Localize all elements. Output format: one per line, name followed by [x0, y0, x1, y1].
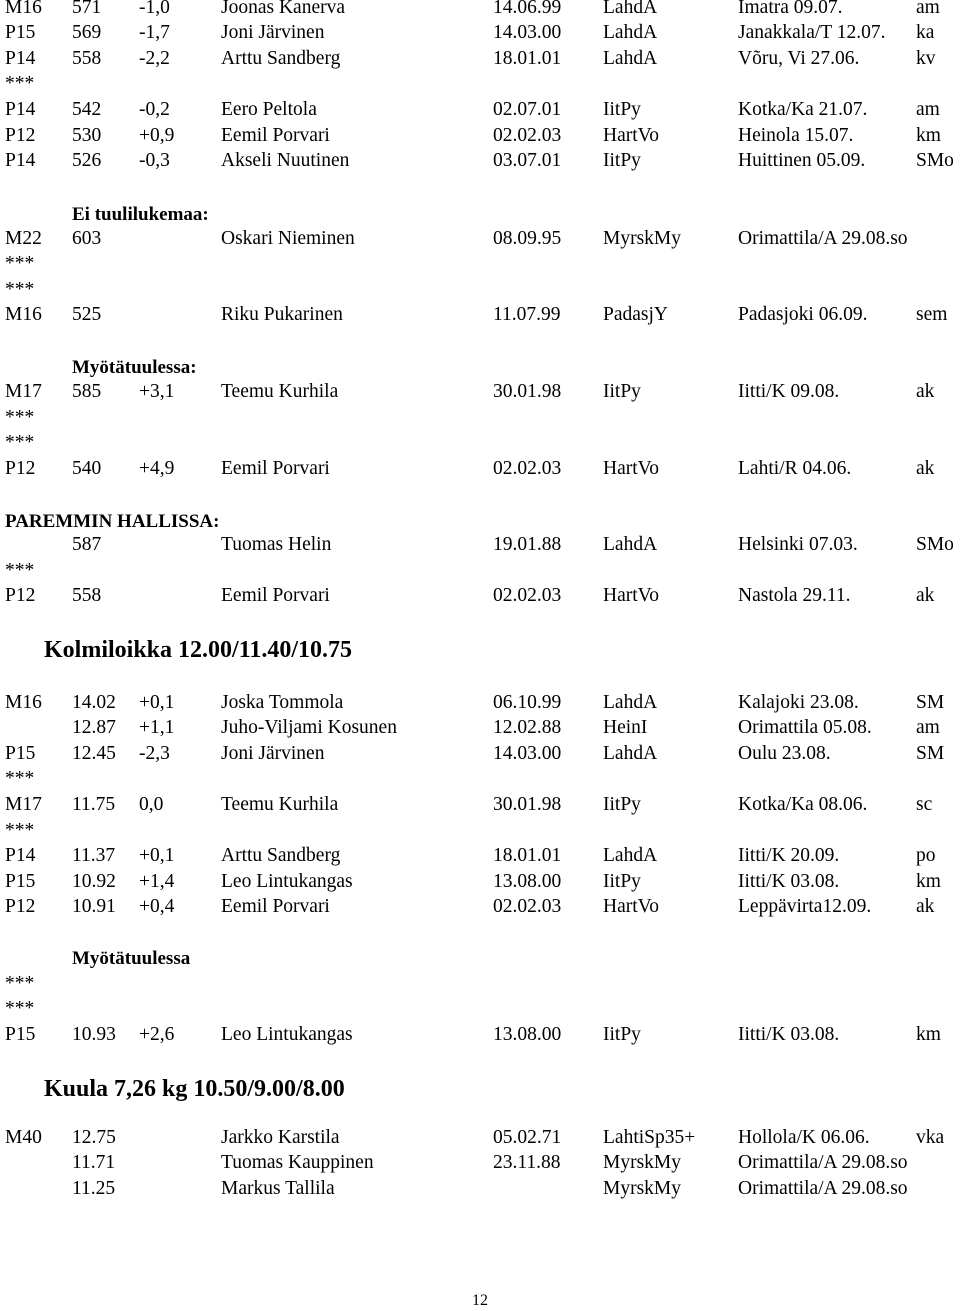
result-row — [0, 583, 960, 609]
cell-wind: +1,4 — [139, 871, 175, 892]
cell-class: M40 — [5, 1127, 42, 1148]
cell-venue-date: Iitti/K 20.09. — [738, 845, 840, 866]
cell-result: 12.87 — [72, 717, 116, 738]
cell-class: P15 — [5, 22, 36, 43]
cell-birthdate: 02.02.03 — [493, 896, 562, 917]
cell-venue-date: Kotka/Ka 08.06. — [738, 794, 868, 815]
cell-club: MyrskMy — [603, 1178, 682, 1199]
cell-class: *** — [5, 820, 35, 841]
cell-class: M17 — [5, 381, 42, 402]
cell-venue-date: Heinola 15.07. — [738, 125, 854, 146]
cell-class: M16 — [5, 692, 42, 713]
result-row — [0, 277, 960, 303]
cell-club: IitPy — [603, 99, 641, 120]
cell-club: IitPy — [603, 381, 641, 402]
cell-competition: km — [916, 871, 941, 892]
cell-name: Riku Pukarinen — [221, 304, 343, 325]
cell-class: *** — [5, 432, 35, 453]
cell-name: Akseli Nuutinen — [221, 150, 350, 171]
result-row — [0, 148, 960, 174]
result-row — [0, 690, 960, 716]
result-row — [0, 430, 960, 456]
cell-birthdate: 23.11.88 — [493, 1152, 561, 1173]
cell-competition: SM — [916, 692, 945, 713]
cell-name: Joni Järvinen — [221, 743, 325, 764]
cell-name: Jarkko Karstila — [221, 1127, 340, 1148]
cell-name: Tuomas Helin — [221, 534, 332, 555]
cell-birthdate: 03.07.01 — [493, 150, 562, 171]
cell-birthdate: 13.08.00 — [493, 1024, 562, 1045]
cell-wind: -2,2 — [139, 48, 170, 69]
cell-club: LahdA — [603, 534, 658, 555]
cell-club: IitPy — [603, 871, 641, 892]
result-row — [0, 379, 960, 405]
cell-class: P12 — [5, 585, 36, 606]
cell-competition: po — [916, 845, 936, 866]
cell-name: Oskari Nieminen — [221, 228, 355, 249]
cell-birthdate: 30.01.98 — [493, 381, 562, 402]
section-heading-triple-jump: Kolmiloikka 12.00/11.40/10.75 — [44, 637, 353, 663]
cell-class: M17 — [5, 794, 42, 815]
cell-birthdate: 18.01.01 — [493, 845, 562, 866]
cell-venue-date: Padasjoki 06.09. — [738, 304, 868, 325]
cell-class: *** — [5, 768, 35, 789]
cell-competition: km — [916, 125, 941, 146]
cell-competition: sem — [916, 304, 948, 325]
cell-venue-date: Orimattila/A 29.08.so — [738, 228, 908, 249]
subheading-tailwind: Myötätuulessa: — [72, 357, 197, 378]
cell-club: HeinI — [603, 717, 648, 738]
cell-competition: SMo — [916, 150, 954, 171]
cell-wind: -1,7 — [139, 22, 170, 43]
cell-club: HartVo — [603, 585, 659, 606]
cell-venue-date: Leppävirta12.09. — [738, 896, 872, 917]
cell-competition: ak — [916, 458, 935, 479]
cell-result: 10.92 — [72, 871, 116, 892]
cell-club: IitPy — [603, 150, 641, 171]
cell-birthdate: 05.02.71 — [493, 1127, 562, 1148]
cell-club: PadasjY — [603, 304, 668, 325]
result-row — [0, 20, 960, 46]
cell-club: HartVo — [603, 125, 659, 146]
cell-wind: +3,1 — [139, 381, 175, 402]
result-row — [0, 843, 960, 869]
cell-name: Eero Peltola — [221, 99, 317, 120]
cell-result: 587 — [72, 534, 102, 555]
cell-name: Eemil Porvari — [221, 896, 330, 917]
cell-class: P15 — [5, 871, 36, 892]
cell-result: 12.45 — [72, 743, 116, 764]
cell-class: *** — [5, 407, 35, 428]
cell-competition: vka — [916, 1127, 945, 1148]
result-row — [0, 715, 960, 741]
cell-class: P15 — [5, 743, 36, 764]
cell-result: 10.93 — [72, 1024, 116, 1045]
cell-birthdate: 06.10.99 — [493, 692, 562, 713]
result-row — [0, 766, 960, 792]
cell-name: Tuomas Kauppinen — [221, 1152, 374, 1173]
cell-venue-date: Nastola 29.11. — [738, 585, 851, 606]
result-row — [0, 123, 960, 149]
cell-class: *** — [5, 73, 35, 94]
cell-result: 10.91 — [72, 896, 116, 917]
cell-venue-date: Iitti/K 03.08. — [738, 871, 840, 892]
cell-wind: 0,0 — [139, 794, 164, 815]
result-row — [0, 1125, 960, 1151]
cell-birthdate: 12.02.88 — [493, 717, 562, 738]
cell-venue-date: Imatra 09.07. — [738, 0, 843, 18]
cell-class: P12 — [5, 125, 36, 146]
result-row — [0, 971, 960, 997]
result-row — [0, 894, 960, 920]
cell-birthdate: 14.03.00 — [493, 22, 562, 43]
cell-birthdate: 30.01.98 — [493, 794, 562, 815]
cell-club: LahdA — [603, 845, 658, 866]
cell-name: Arttu Sandberg — [221, 845, 341, 866]
cell-venue-date: Iitti/K 03.08. — [738, 1024, 840, 1045]
cell-class: P12 — [5, 896, 36, 917]
result-row — [0, 1150, 960, 1176]
cell-class: P14 — [5, 99, 36, 120]
result-row — [0, 226, 960, 252]
cell-result: 11.25 — [72, 1178, 116, 1199]
cell-name: Eemil Porvari — [221, 125, 330, 146]
cell-competition: ak — [916, 381, 935, 402]
cell-wind: +0,9 — [139, 125, 175, 146]
cell-name: Eemil Porvari — [221, 458, 330, 479]
cell-competition: sc — [916, 794, 933, 815]
cell-result: 11.75 — [72, 794, 116, 815]
result-row — [0, 97, 960, 123]
cell-class: P14 — [5, 845, 36, 866]
cell-result: 571 — [72, 0, 102, 18]
cell-class: P15 — [5, 1024, 36, 1045]
cell-venue-date: Lahti/R 04.06. — [738, 458, 852, 479]
cell-class: *** — [5, 253, 35, 274]
cell-class: M22 — [5, 228, 42, 249]
cell-venue-date: Kotka/Ka 21.07. — [738, 99, 868, 120]
result-row — [0, 869, 960, 895]
cell-club: MyrskMy — [603, 1152, 682, 1173]
cell-venue-date: Janakkala/T 12.07. — [738, 22, 886, 43]
cell-class: M16 — [5, 0, 42, 18]
cell-name: Leo Lintukangas — [221, 871, 353, 892]
cell-name: Arttu Sandberg — [221, 48, 341, 69]
cell-club: IitPy — [603, 1024, 641, 1045]
cell-wind: +1,1 — [139, 717, 175, 738]
cell-name: Leo Lintukangas — [221, 1024, 353, 1045]
cell-venue-date: Oulu 23.08. — [738, 743, 831, 764]
cell-wind: +0,1 — [139, 845, 175, 866]
cell-name: Juho-Viljami Kosunen — [221, 717, 397, 738]
cell-club: LahdA — [603, 48, 658, 69]
section-heading-shot-put: Kuula 7,26 kg 10.50/9.00/8.00 — [44, 1076, 345, 1102]
cell-result: 542 — [72, 99, 102, 120]
cell-name: Markus Tallila — [221, 1178, 335, 1199]
result-row — [0, 996, 960, 1022]
cell-venue-date: Orimattila/A 29.08.so — [738, 1178, 908, 1199]
cell-wind: -2,3 — [139, 743, 170, 764]
cell-club: LahdA — [603, 0, 658, 18]
cell-club: MyrskMy — [603, 228, 682, 249]
result-row — [0, 405, 960, 431]
result-row — [0, 532, 960, 558]
cell-result: 585 — [72, 381, 102, 402]
result-row — [0, 741, 960, 767]
result-row — [0, 1176, 960, 1202]
cell-wind: -1,0 — [139, 0, 170, 18]
cell-club: HartVo — [603, 458, 659, 479]
cell-venue-date: Orimattila/A 29.08.so — [738, 1152, 908, 1173]
cell-club: IitPy — [603, 794, 641, 815]
cell-name: Joni Järvinen — [221, 22, 325, 43]
cell-birthdate: 11.07.99 — [493, 304, 561, 325]
cell-result: 603 — [72, 228, 102, 249]
cell-result: 540 — [72, 458, 102, 479]
cell-result: 14.02 — [72, 692, 116, 713]
cell-competition: kv — [916, 48, 936, 69]
cell-result: 12.75 — [72, 1127, 116, 1148]
cell-result: 558 — [72, 585, 102, 606]
result-row — [0, 818, 960, 844]
cell-class: *** — [5, 973, 35, 994]
cell-result: 530 — [72, 125, 102, 146]
cell-club: LahdA — [603, 692, 658, 713]
cell-club: LahtiSp35+ — [603, 1127, 696, 1148]
subheading-no-wind: Ei tuulilukemaa: — [72, 204, 209, 225]
cell-venue-date: Helsinki 07.03. — [738, 534, 858, 555]
cell-birthdate: 14.03.00 — [493, 743, 562, 764]
cell-class: M16 — [5, 304, 42, 325]
cell-class: *** — [5, 279, 35, 300]
cell-competition: km — [916, 1024, 941, 1045]
cell-competition: SMo — [916, 534, 954, 555]
cell-result: 11.71 — [72, 1152, 116, 1173]
cell-result: 569 — [72, 22, 102, 43]
cell-wind: -0,2 — [139, 99, 170, 120]
cell-birthdate: 18.01.01 — [493, 48, 562, 69]
cell-name: Joska Tommola — [221, 692, 344, 713]
cell-competition: ak — [916, 585, 935, 606]
cell-competition: SM — [916, 743, 945, 764]
cell-competition: am — [916, 717, 940, 738]
cell-club: HartVo — [603, 896, 659, 917]
cell-result: 526 — [72, 150, 102, 171]
page-number: 12 — [472, 1292, 488, 1309]
cell-birthdate: 08.09.95 — [493, 228, 562, 249]
result-row — [0, 0, 960, 21]
result-row — [0, 251, 960, 277]
cell-name: Joonas Kanerva — [221, 0, 345, 18]
cell-venue-date: Orimattila 05.08. — [738, 717, 872, 738]
cell-birthdate: 02.02.03 — [493, 585, 562, 606]
cell-name: Eemil Porvari — [221, 585, 330, 606]
cell-name: Teemu Kurhila — [221, 381, 339, 402]
cell-class: P12 — [5, 458, 36, 479]
cell-wind: +0,1 — [139, 692, 175, 713]
cell-birthdate: 02.07.01 — [493, 99, 562, 120]
cell-class: P14 — [5, 48, 36, 69]
cell-venue-date: Võru, Vi 27.06. — [738, 48, 860, 69]
cell-birthdate: 02.02.03 — [493, 125, 562, 146]
cell-competition: ka — [916, 22, 935, 43]
cell-birthdate: 19.01.88 — [493, 534, 562, 555]
result-row — [0, 46, 960, 72]
result-row — [0, 558, 960, 584]
cell-class: *** — [5, 998, 35, 1019]
cell-venue-date: Hollola/K 06.06. — [738, 1127, 870, 1148]
cell-class: P14 — [5, 150, 36, 171]
result-row — [0, 456, 960, 482]
result-row — [0, 1022, 960, 1048]
cell-venue-date: Kalajoki 23.08. — [738, 692, 859, 713]
cell-competition: am — [916, 0, 940, 18]
cell-wind: +4,9 — [139, 458, 175, 479]
cell-wind: -0,3 — [139, 150, 170, 171]
cell-wind: +2,6 — [139, 1024, 175, 1045]
cell-birthdate: 14.06.99 — [493, 0, 562, 18]
result-row — [0, 792, 960, 818]
cell-class: *** — [5, 560, 35, 581]
cell-birthdate: 02.02.03 — [493, 458, 562, 479]
subheading-indoor-better: PAREMMIN HALLISSA: — [5, 511, 220, 532]
cell-birthdate: 13.08.00 — [493, 871, 562, 892]
result-row — [0, 71, 960, 97]
cell-result: 525 — [72, 304, 102, 325]
cell-competition: am — [916, 99, 940, 120]
result-row — [0, 302, 960, 328]
cell-competition: ak — [916, 896, 935, 917]
cell-name: Teemu Kurhila — [221, 794, 339, 815]
cell-club: LahdA — [603, 22, 658, 43]
cell-result: 11.37 — [72, 845, 116, 866]
cell-venue-date: Huittinen 05.09. — [738, 150, 866, 171]
cell-venue-date: Iitti/K 09.08. — [738, 381, 840, 402]
subheading-tailwind-triple-jump: Myötätuulessa — [72, 948, 191, 969]
cell-wind: +0,4 — [139, 896, 175, 917]
cell-result: 558 — [72, 48, 102, 69]
cell-club: LahdA — [603, 743, 658, 764]
